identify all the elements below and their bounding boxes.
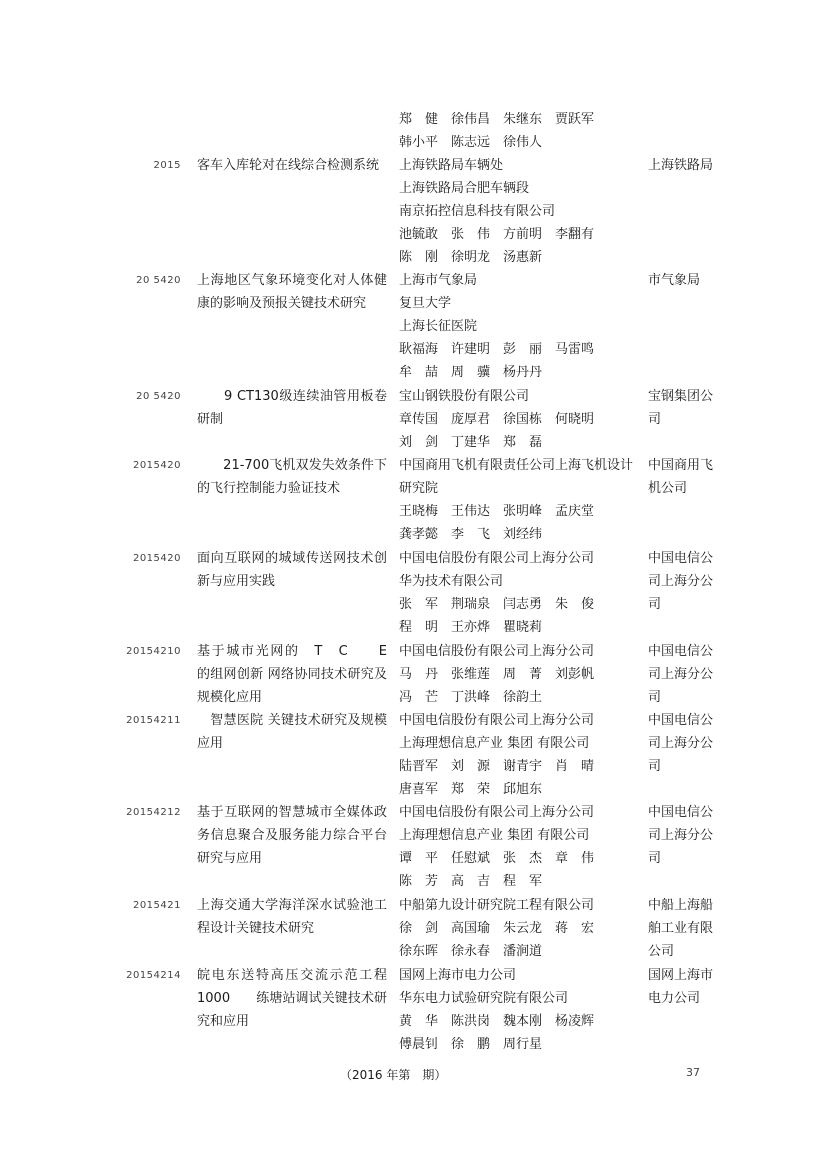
unit-line: 中国商用飞机有限责任公司上海飞机设计研究院 xyxy=(399,458,634,496)
entry-units xyxy=(399,454,639,546)
table-row xyxy=(0,964,827,1056)
table-row xyxy=(0,269,827,385)
table-row xyxy=(0,894,827,964)
unit-line: 张 军 荆瑞泉 闫志勇 朱 俊 xyxy=(399,597,595,612)
unit-line: 中国电信股份有限公司上海分公司 xyxy=(399,713,595,728)
entry-id: 2015420 xyxy=(132,553,181,564)
entry-recommender: 中国电信公司上海分公司 xyxy=(648,551,714,612)
unit-line: 耿福海 许建明 彭 丽 马雷鸣 xyxy=(399,342,595,357)
unit-line: 陈 刚 徐明龙 汤惠新 xyxy=(399,250,543,265)
entry-units xyxy=(399,964,639,1056)
entry-recommender: 上海铁路局 xyxy=(648,158,714,173)
entry-title: 基于城市光网的 T C E 的组网创新 网络协同技术研究及规模化应用 xyxy=(197,644,401,705)
table-row xyxy=(0,709,827,801)
entry-title: 上海交通大学海洋深水试验池工程设计关键技术研究 xyxy=(197,898,387,936)
unit-line: 复旦大学 xyxy=(399,296,452,311)
table-row xyxy=(0,154,827,269)
table-row xyxy=(0,640,827,709)
unit-line: 王晓梅 王伟达 张明峰 孟庆堂 xyxy=(399,504,595,519)
unit-line: 中国电信股份有限公司上海分公司 xyxy=(399,551,595,566)
page-number: 37 xyxy=(686,1066,700,1079)
table-row xyxy=(0,547,827,640)
entry-id: 20154212 xyxy=(126,807,181,818)
entry-id: 20154214 xyxy=(126,970,181,981)
unit-line: 华为技术有限公司 xyxy=(399,574,504,589)
entry-units xyxy=(399,640,639,709)
page-footer xyxy=(0,1066,827,1086)
unit-line: 华东电力试验研究院有限公司 xyxy=(399,991,569,1006)
unit-line: 唐喜军 郑 荣 邱旭东 xyxy=(399,782,543,797)
unit-line: 南京拓控信息科技有限公司 xyxy=(399,204,556,219)
entry-id: 2015421 xyxy=(132,900,181,911)
entry-units xyxy=(399,801,639,893)
entry-id: 20154211 xyxy=(126,715,181,726)
unit-line: 黄 华 陈洪岗 魏本刚 杨凌辉 xyxy=(399,1014,595,1029)
unit-line: 谭 平 任慰斌 张 杰 章 伟 xyxy=(399,851,595,866)
entry-id: 2015420 xyxy=(132,460,181,471)
entry-title: 面向互联网的城域传送网技术创新与应用实践 xyxy=(197,551,387,589)
award-table xyxy=(0,154,827,1056)
unit-line: 龚孝懿 李 飞 刘经纬 xyxy=(399,527,543,542)
unit-line: 中船第九设计研究院工程有限公司 xyxy=(399,898,595,913)
continued-line: 韩小平 陈志远 徐伟人 xyxy=(399,135,543,150)
unit-line: 上海市气象局 xyxy=(399,273,478,288)
entry-recommender: 中国商用飞机公司 xyxy=(648,458,714,496)
unit-line: 上海铁路局车辆处 xyxy=(399,158,504,173)
unit-line: 章传国 庞厚君 徐国栋 何晓明 xyxy=(399,412,595,427)
unit-line: 刘 剑 丁建华 郑 磊 xyxy=(399,435,543,450)
entry-id: 20154210 xyxy=(126,646,181,657)
continued-personnel xyxy=(399,108,639,154)
unit-line: 池毓敢 张 伟 方前明 李翻有 xyxy=(399,227,595,242)
unit-line: 中国电信股份有限公司上海分公司 xyxy=(399,644,595,659)
unit-line: 徐东晖 徐永春 潘涧道 xyxy=(399,944,543,959)
unit-line: 上海铁路局合肥车辆段 xyxy=(399,181,530,196)
entry-recommender: 中国电信公司上海分公司 xyxy=(648,644,714,705)
entry-recommender: 市气象局 xyxy=(648,273,701,288)
unit-line: 傅晨钊 徐 鹏 周行星 xyxy=(399,1037,543,1052)
unit-line: 陈 芳 高 吉 程 军 xyxy=(399,874,543,889)
unit-line: 上海长征医院 xyxy=(399,319,478,334)
entry-units xyxy=(399,269,639,384)
entry-units xyxy=(399,385,639,454)
entry-id: 2015 xyxy=(153,160,181,171)
entry-recommender: 国网上海市电力公司 xyxy=(648,968,714,1006)
table-row xyxy=(0,454,827,547)
unit-line: 上海理想信息产业 集团 有限公司 xyxy=(399,736,590,751)
entry-id: 20 5420 xyxy=(136,275,181,286)
unit-line: 国网上海市电力公司 xyxy=(399,968,517,983)
entry-units xyxy=(399,709,639,801)
entry-title: 基于互联网的智慧城市全媒体政务信息聚合及服务能力综合平台研究与应用 xyxy=(197,805,387,866)
entry-units xyxy=(399,547,639,639)
table-row xyxy=(0,801,827,894)
issue-label: （2016 年第 期） xyxy=(340,1068,447,1082)
unit-line: 陆晋军 刘 源 谢青宇 肖 晴 xyxy=(399,759,595,774)
unit-line: 宝山钢铁股份有限公司 xyxy=(399,389,530,404)
table-row xyxy=(0,385,827,454)
entry-recommender: 中国电信公司上海分公司 xyxy=(648,805,714,866)
unit-line: 马 丹 张维莲 周 菁 刘彭帆 xyxy=(399,667,595,682)
unit-line: 冯 芒 丁洪峰 徐韵土 xyxy=(399,690,543,705)
entry-recommender: 宝钢集团公司 xyxy=(648,389,714,427)
entry-id: 20 5420 xyxy=(136,391,181,402)
entry-recommender: 中国电信公司上海分公司 xyxy=(648,713,714,774)
entry-title: 客车入库轮对在线综合检测系统 xyxy=(197,158,380,173)
entry-title: 21-700飞机双发失效条件下的飞行控制能力验证技术 xyxy=(197,458,387,496)
continued-line: 郑 健 徐伟昌 朱继东 贾跃军 xyxy=(399,112,595,127)
entry-title: 皖电东送特高压交流示范工程1000 练塘站调试关键技术研究和应用 xyxy=(197,968,387,1029)
unit-line: 中国电信股份有限公司上海分公司 xyxy=(399,805,595,820)
unit-line: 程 明 王亦烨 瞿晓莉 xyxy=(399,620,543,635)
unit-line: 牟 喆 周 骥 杨丹丹 xyxy=(399,365,543,380)
entry-title: 9 CT130级连续油管用板卷研制 xyxy=(197,389,387,427)
unit-line: 上海理想信息产业 集团 有限公司 xyxy=(399,828,590,843)
unit-line: 徐 剑 高国瑜 朱云龙 蒋 宏 xyxy=(399,921,595,936)
entry-title: 智慧医院 关键技术研究及规模应用 xyxy=(197,713,387,751)
entry-units xyxy=(399,154,639,269)
entry-title: 上海地区气象环境变化对人体健康的影响及预报关键技术研究 xyxy=(197,273,387,311)
entry-units xyxy=(399,894,639,963)
entry-recommender: 中船上海船舶工业有限公司 xyxy=(648,898,714,959)
